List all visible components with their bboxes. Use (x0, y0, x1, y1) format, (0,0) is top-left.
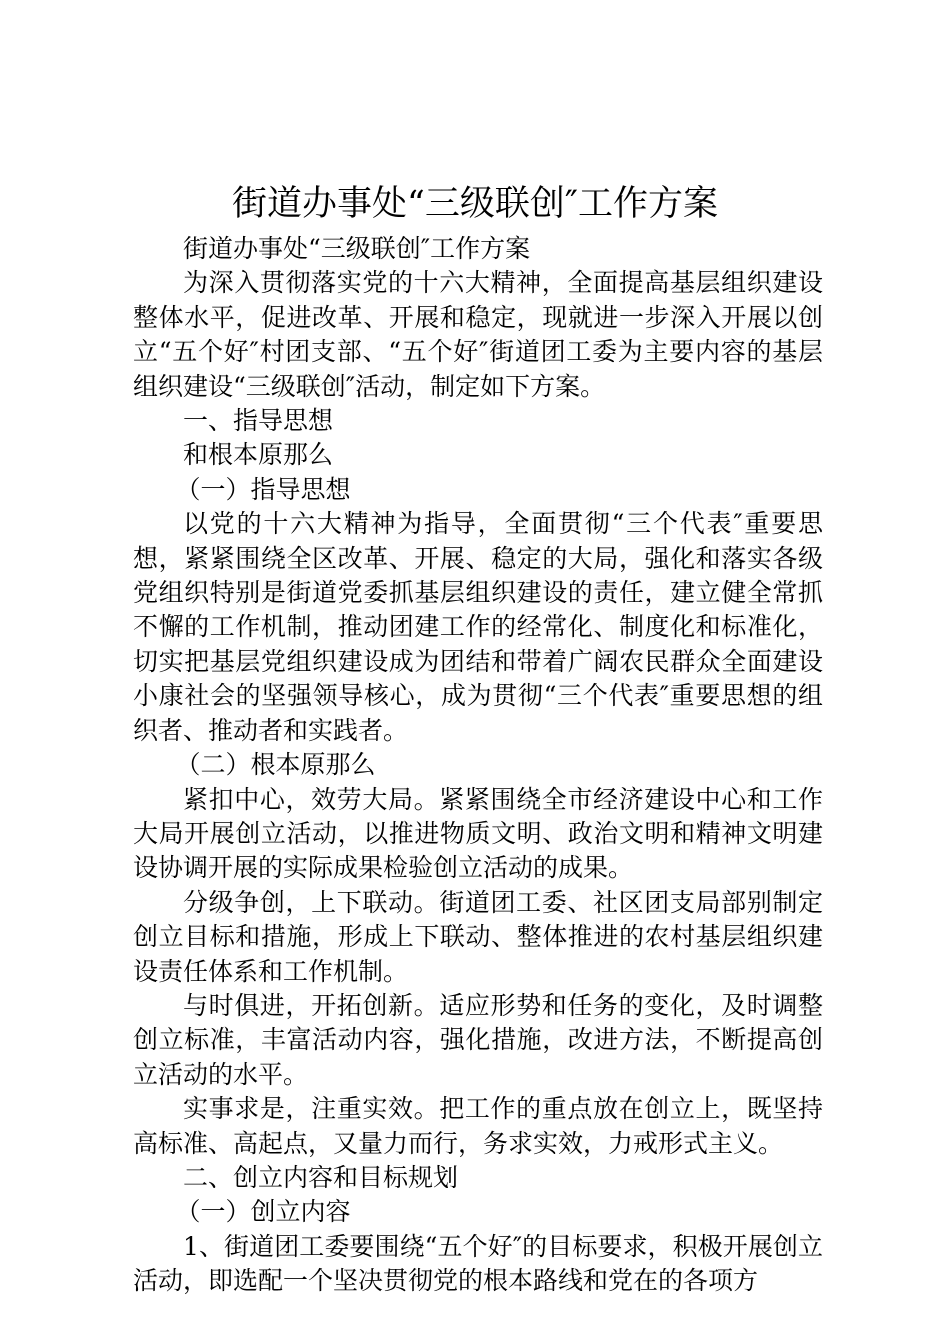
heading-section-2: 二、创立内容和目标规划 (183, 1162, 459, 1192)
heading-guiding-thought: （一）指导思想 (175, 474, 351, 504)
heading-creation-content: （一）创立内容 (175, 1197, 351, 1227)
paragraph-principle-3: 与时俱进，开拓创新。适应形势和任务的变化，及时调整创立标准，丰富活动内容，强化措施，改进方法，不断提高创立活动的水平。 (133, 990, 823, 1089)
heading-section-1: 一、指导思想 (183, 406, 334, 436)
paragraph-principle-1: 紧扣中心，效劳大局。紧紧围绕全市经济建设中心和工作大局开展创立活动，以推进物质文明、政治文明和精神文明建设协调开展的实际成果检验创立活动的成果。 (133, 784, 823, 883)
heading-section-1-cont: 和根本原那么 (183, 440, 334, 470)
paragraph-principle-4: 实事求是，注重实效。把工作的重点放在创立上，既坚持高标准、高起点，又量力而行，务求实效，力戒形式主义。 (133, 1094, 823, 1158)
paragraph-content-1: 1、街道团工委要围绕“五个好″的目标要求，积极开展创立活动，即选配一个坚决贯彻党的根本路线和党在的各项方 (133, 1231, 823, 1296)
heading-basic-principle: （二）根本原那么 (175, 750, 376, 780)
paragraph-intro: 为深入贯彻落实党的十六大精神，全面提高基层组织建设整体水平，促进改革、开展和稳定，现就进一步深入开展以创立“五个好″村团支部、“五个好″街道团工委为主要内容的基层组织建设“三级联创″活动，制定如下方案。 (133, 268, 823, 401)
paragraph-subtitle: 街道办事处“三级联创″工作方案 (183, 234, 531, 263)
document-body (133, 232, 823, 1299)
paragraph-guiding-thought: 以党的十六大精神为指导，全面贯彻“三个代表″重要思想，紧紧围绕全区改革、开展、稳定的大局，强化和落实各级党组织特别是街道党委抓基层组织建设的责任，建立健全常抓不懈的工作机制，推动团建工作的经常化、制度化和标准化，切实把基层党组织建设成为团结和带着广阔农民群众全面建设小康社会的坚强领导核心，成为贯彻“三个代表″重要思想的组织者、推动者和实践者。 (133, 509, 823, 745)
document-title: 街道办事处“三级联创″工作方案 (232, 184, 718, 224)
paragraph-principle-2: 分级争创，上下联动。街道团工委、社区团支局部别制定创立目标和措施，形成上下联动、整体推进的农村基层组织建设责任体系和工作机制。 (133, 887, 823, 986)
